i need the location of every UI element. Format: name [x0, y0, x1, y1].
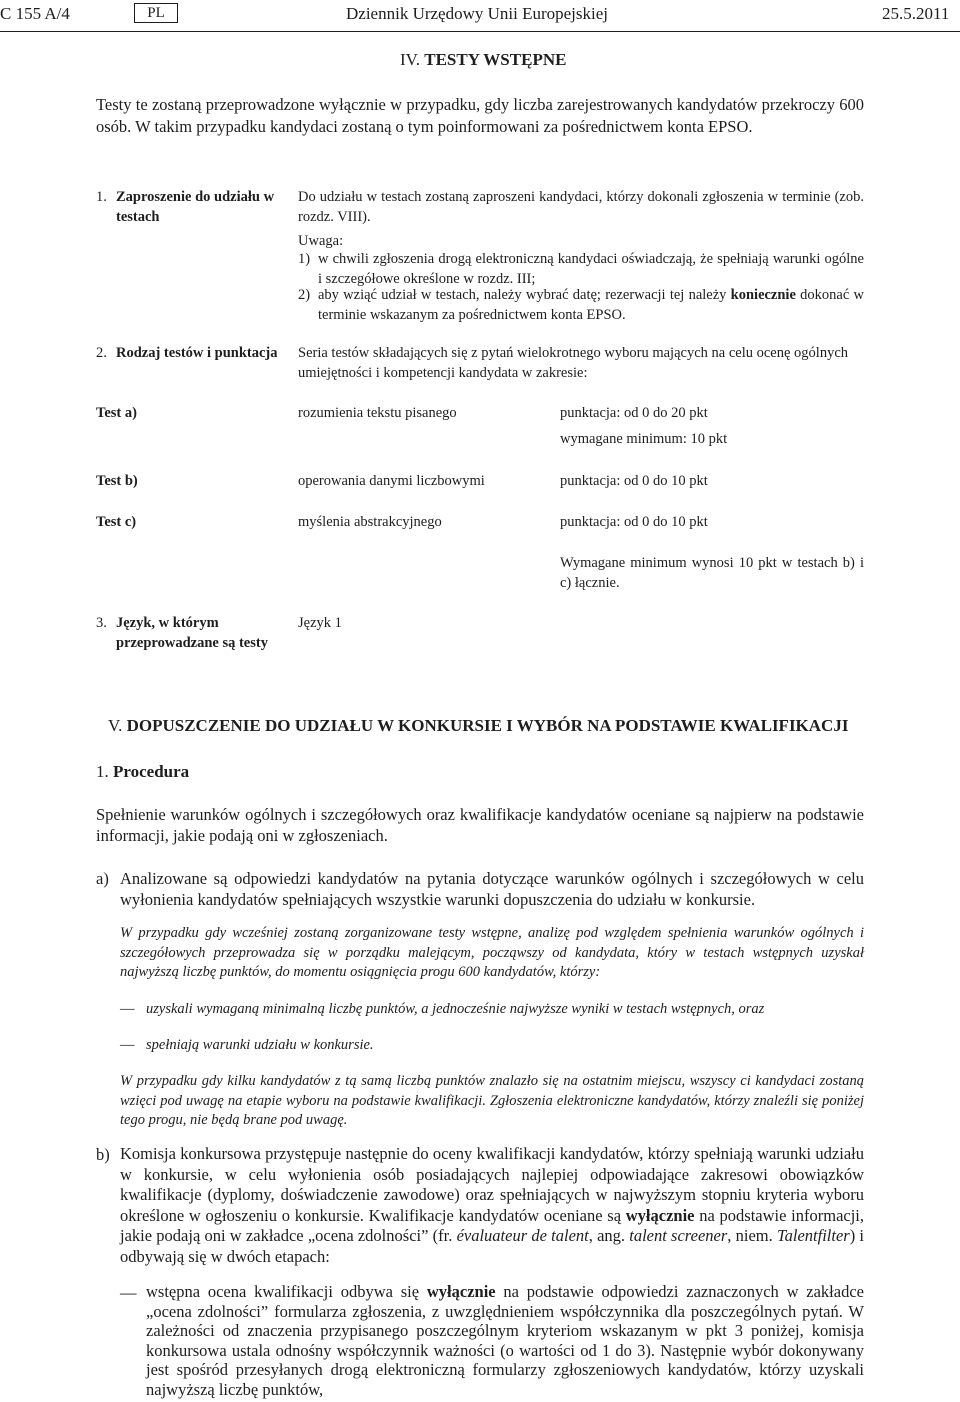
combined-minimum-note: Wymagane minimum wynosi 10 pkt w testach b) i c) łącznie.	[560, 555, 864, 591]
item-a-dash-1: uzyskali wymaganą minimalną liczbę punktów, a jednocześnie najwyższe wyniki w testach wstępnych, oraz	[146, 1001, 765, 1017]
dash-2: —	[120, 1037, 135, 1053]
procedure-number: 1.	[96, 762, 109, 781]
test-c-score: punktacja: od 0 do 10 pkt	[560, 514, 708, 530]
row-1-text: Do udziału w testach zostaną zaproszeni kandydaci, którzy dokonali zgłoszenia w terminie (zob. rozdz. VIII).	[298, 189, 864, 225]
item-b-label: b)	[96, 1145, 110, 1164]
test-a-minimum: wymagane minimum: 10 pkt	[560, 431, 728, 447]
test-a-subject: rozumienia tekstu pisanego	[298, 405, 457, 421]
test-b-subject: operowania danymi liczbowymi	[298, 473, 485, 489]
row-1-label: Zaproszenie do udziału w testach	[116, 189, 275, 225]
section-5-title: DOPUSZCZENIE DO UDZIAŁU W KONKURSIE I WYBÓR NA PODSTAWIE KWALIFIKACJI	[126, 716, 849, 735]
procedure-title: Procedura	[113, 762, 190, 781]
note-2-text: aby wziąć udział w testach, należy wybrać datę; rezerwacji tej należy koniecznie dokonać w terminie wskazanym za pośrednictwem konta EPSO.	[318, 287, 864, 323]
row-2-label: Rodzaj testów i punktacja	[116, 345, 278, 361]
language-code-box: PL	[134, 3, 178, 23]
test-b-name: Test b)	[96, 473, 138, 489]
row-2-text: Seria testów składających się z pytań wielokrotnego wyboru mających na celu ocenę ogólnych umiejętności i kompetencji kandydata w zakresie:	[298, 345, 849, 381]
header-rule	[0, 31, 960, 32]
test-c-name: Test c)	[96, 514, 137, 530]
row-3-value: Język 1	[298, 615, 342, 631]
item-a-label: a)	[96, 869, 109, 888]
procedure-heading	[96, 762, 189, 782]
note-label: Uwaga:	[298, 233, 344, 249]
item-a-italic-1: W przypadku gdy wcześniej zostaną zorganizowane testy wstępne, analizę pod względem spełnienia warunków ogólnych i szczegółowych przeprowadza się w porządku malejącym, począwszy od kandydata, który w testach wstępnych uzyskał najwyższą liczbę punktów, do momentu osiągnięcia progu 600 kandydatów, którzy:	[120, 925, 864, 980]
section-4-number: IV.	[400, 50, 420, 69]
note-1-text: w chwili zgłoszenia drogą elektroniczną kandydaci oświadczają, że spełniają warunki ogólne i szczegółowe określone w rozdz. III;	[318, 251, 864, 287]
page-number: C 155 A/4	[0, 4, 70, 23]
test-c-subject: myślenia abstrakcyjnego	[298, 514, 442, 530]
test-b-score: punktacja: od 0 do 10 pkt	[560, 473, 708, 489]
publication-date: 25.5.2011	[882, 4, 950, 23]
procedure-paragraph: Spełnienie warunków ogólnych i szczegółowych oraz kwalifikacje kandydatów oceniane są najpierw na podstawie informacji, jakie podają oni w zgłoszeniach.	[96, 805, 864, 845]
item-a-dash-2: spełniają warunki udziału w konkursie.	[146, 1037, 374, 1053]
item-a-italic-2: W przypadku gdy kilku kandydatów z tą samą liczbą punktów znalazło się na ostatnim miejscu, wszyscy ci kandydaci zostaną wzięci pod uwagę na etapie wyboru na podstawie kwalifikacji. Zgłoszenia elektroniczne kandydatów, którzy znaleźli się poniżej tego progu, nie będą brane pod uwagę.	[120, 1073, 864, 1128]
row-1-number: 1.	[96, 189, 107, 205]
section-5-heading	[108, 716, 848, 736]
item-b-text: Komisja konkursowa przystępuje następnie do oceny kwalifikacji kandydatów, którzy spełniają warunki udziału w konkursie, w celu wyłonienia osób posiadających najlepiej odpowiadające zakresowi obowiązków kwalifikacje (dyplomy, doświadczenie zawodowe) oraz spełniających w najwyższym stopniu kryteria wyboru określone w ogłoszeniu o konkursie. Kwalifikacje kandydatów oceniane są wyłącznie na podstawie informacji, jakie podają oni w zakładce „ocena zdolności” (fr. évaluateur de talent, ang. talent screener, niem. Talentfilter) i odbywają się w dwóch etapach:	[120, 1144, 865, 1266]
note-2-number: 2)	[298, 287, 311, 303]
test-a-score: punktacja: od 0 do 20 pkt	[560, 405, 708, 421]
journal-title: Dziennik Urzędowy Unii Europejskiej	[346, 4, 609, 23]
test-a-name: Test a)	[96, 405, 137, 421]
item-b-dash-1: wstępna ocena kwalifikacji odbywa się wyłącznie na podstawie odpowiedzi zaznaczonych w zakładce „ocena zdolności” formularza zgłoszenia, z uwzględnieniem współczynnika dla poszczególnych pytań. W zależności od znaczenia przypisanego poszczególnym kryteriom wskazanym w pkt 3 poniżej, komisja konkursowa ustala odnośny współczynnik ważności (o wartości od 1 do 3). Następnie wybór dokonywany jest spośród przesyłanych drogą elektroniczną formularzy zgłoszeniowych kandydatów, którzy uzyskali najwyższą liczbę punktów,	[146, 1282, 864, 1399]
item-a-text: Analizowane są odpowiedzi kandydatów na pytania dotyczące warunków ogólnych i szczegółowych w celu wyłonienia kandydatów spełniających wszystkie warunki dopuszczenia do udziału w konkursie.	[120, 869, 864, 909]
dash-1: —	[120, 1001, 135, 1017]
row-2-number: 2.	[96, 345, 107, 361]
section-5-number: V.	[108, 716, 123, 735]
section-4-title: TESTY WSTĘPNE	[424, 50, 567, 69]
row-3-label: Język, w którym przeprowadzane są testy	[116, 615, 268, 651]
row-3-number: 3.	[96, 615, 107, 631]
note-1-number: 1)	[298, 251, 311, 267]
section-4-heading	[400, 50, 566, 70]
dash-3: —	[120, 1283, 137, 1302]
section-4-intro: Testy te zostaną przeprowadzone wyłącznie w przypadku, gdy liczba zarejestrowanych kandydatów przekroczy 600 osób. W takim przypadku kandydaci zostaną o tym poinformowani za pośrednictwem konta EPSO.	[96, 95, 864, 136]
